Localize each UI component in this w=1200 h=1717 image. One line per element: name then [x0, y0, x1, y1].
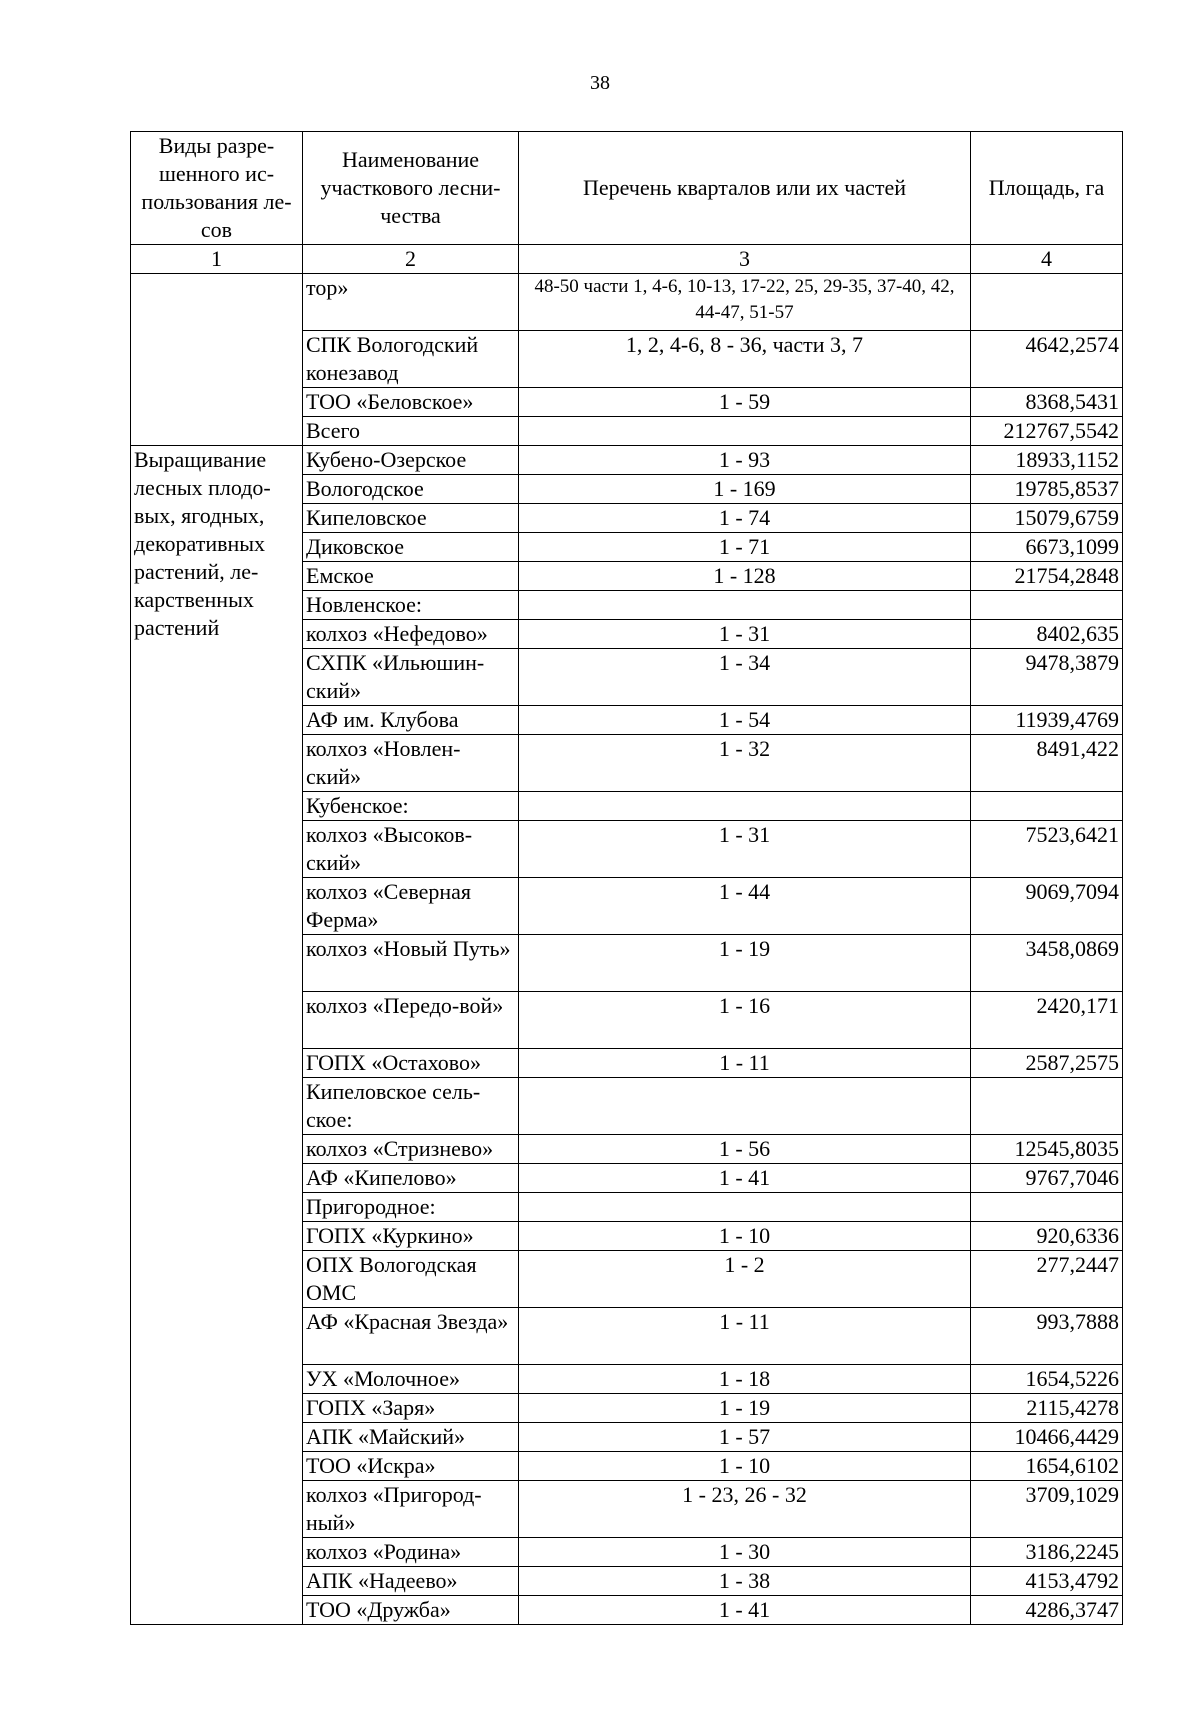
quarters-cell: 1 - 41 — [519, 1164, 971, 1193]
quarters-cell: 1 - 18 — [519, 1365, 971, 1394]
quarters-cell: 1 - 11 — [519, 1049, 971, 1078]
forestry-name-cell: колхоз «Передо-вой» — [303, 992, 519, 1049]
forestry-name-cell: колхоз «Новлен-ский» — [303, 735, 519, 792]
area-cell: 2420,171 — [971, 992, 1123, 1049]
area-cell: 8368,5431 — [971, 388, 1123, 417]
area-cell: 993,7888 — [971, 1308, 1123, 1365]
header-quarters: Перечень кварталов или их частей — [519, 132, 971, 245]
quarters-cell — [519, 1193, 971, 1222]
forestry-name-cell: колхоз «Пригород-ный» — [303, 1481, 519, 1538]
area-cell: 3458,0869 — [971, 935, 1123, 992]
quarters-cell: 1 - 19 — [519, 1394, 971, 1423]
forestry-name-cell: СХПК «Ильюшин-ский» — [303, 649, 519, 706]
forestry-name-cell: ГОПХ «Куркино» — [303, 1222, 519, 1251]
area-cell: 12545,8035 — [971, 1135, 1123, 1164]
area-cell: 4642,2574 — [971, 331, 1123, 388]
area-cell: 9767,7046 — [971, 1164, 1123, 1193]
header-use-type: Виды разре-шенного ис-пользования ле-сов — [131, 132, 303, 245]
area-cell: 212767,5542 — [971, 417, 1123, 446]
column-number: 2 — [303, 245, 519, 274]
quarters-cell: 1 - 93 — [519, 446, 971, 475]
forestry-name-cell: Всего — [303, 417, 519, 446]
area-cell: 10466,4429 — [971, 1423, 1123, 1452]
forestry-name-cell: Диковское — [303, 533, 519, 562]
quarters-cell — [519, 792, 971, 821]
forestry-name-cell: Новленское: — [303, 591, 519, 620]
forestry-name-cell: Кипеловское — [303, 504, 519, 533]
forestry-name-cell: колхоз «Родина» — [303, 1538, 519, 1567]
quarters-cell: 1 - 31 — [519, 821, 971, 878]
area-cell: 9069,7094 — [971, 878, 1123, 935]
column-number-row — [131, 245, 1123, 274]
area-cell: 7523,6421 — [971, 821, 1123, 878]
quarters-cell: 1 - 31 — [519, 620, 971, 649]
area-cell — [971, 274, 1123, 331]
area-cell: 920,6336 — [971, 1222, 1123, 1251]
forestry-name-cell: Кубенское: — [303, 792, 519, 821]
column-number: 1 — [131, 245, 303, 274]
quarters-cell: 1 - 169 — [519, 475, 971, 504]
forestry-name-cell: АПК «Майский» — [303, 1423, 519, 1452]
area-cell: 4286,3747 — [971, 1596, 1123, 1625]
area-cell — [971, 792, 1123, 821]
forestry-name-cell: тор» — [303, 274, 519, 331]
quarters-cell: 1 - 10 — [519, 1222, 971, 1251]
quarters-cell: 1 - 41 — [519, 1596, 971, 1625]
quarters-cell — [519, 591, 971, 620]
quarters-cell: 1 - 56 — [519, 1135, 971, 1164]
quarters-cell: 1 - 71 — [519, 533, 971, 562]
forestry-name-cell: АПК «Надеево» — [303, 1567, 519, 1596]
table-row — [131, 274, 1123, 331]
quarters-cell: 1 - 2 — [519, 1251, 971, 1308]
forestry-name-cell: АФ им. Клубова — [303, 706, 519, 735]
forestry-name-cell: колхоз «Стризнево» — [303, 1135, 519, 1164]
forestry-name-cell: АФ «Красная Звезда» — [303, 1308, 519, 1365]
quarters-cell: 48-50 части 1, 4-6, 10-13, 17-22, 25, 29-35, 37-40, 42, 44-47, 51-57 — [519, 274, 971, 331]
area-cell: 9478,3879 — [971, 649, 1123, 706]
forest-use-table — [130, 131, 1123, 1625]
quarters-cell: 1 - 54 — [519, 706, 971, 735]
table-header-row — [131, 132, 1123, 245]
quarters-cell: 1 - 44 — [519, 878, 971, 935]
forestry-name-cell: Кипеловское сель-ское: — [303, 1078, 519, 1135]
forestry-name-cell: колхоз «Новый Путь» — [303, 935, 519, 992]
forestry-name-cell: ОПХ Вологодская ОМС — [303, 1251, 519, 1308]
forestry-name-cell: СПК Вологодский конезавод — [303, 331, 519, 388]
forestry-name-cell: Вологодское — [303, 475, 519, 504]
area-cell: 4153,4792 — [971, 1567, 1123, 1596]
table-body — [131, 132, 1123, 1625]
table-row — [131, 446, 1123, 475]
forestry-name-cell: АФ «Кипелово» — [303, 1164, 519, 1193]
quarters-cell — [519, 417, 971, 446]
area-cell: 3709,1029 — [971, 1481, 1123, 1538]
area-cell — [971, 591, 1123, 620]
page-number: 38 — [590, 72, 610, 94]
forestry-name-cell: ГОПХ «Заря» — [303, 1394, 519, 1423]
forestry-name-cell: ТОО «Искра» — [303, 1452, 519, 1481]
quarters-cell — [519, 1078, 971, 1135]
area-cell: 8491,422 — [971, 735, 1123, 792]
header-forestry-name: Наименование участкового лесни-чества — [303, 132, 519, 245]
area-cell: 1654,6102 — [971, 1452, 1123, 1481]
area-cell: 21754,2848 — [971, 562, 1123, 591]
quarters-cell: 1 - 19 — [519, 935, 971, 992]
quarters-cell: 1 - 10 — [519, 1452, 971, 1481]
quarters-cell: 1 - 23, 26 - 32 — [519, 1481, 971, 1538]
quarters-cell: 1 - 34 — [519, 649, 971, 706]
use-type-cell: Выращивание лесных плодо-вых, ягодных, декоративных растений, ле-карственных растений — [131, 446, 303, 1625]
area-cell: 277,2447 — [971, 1251, 1123, 1308]
quarters-cell: 1 - 57 — [519, 1423, 971, 1452]
forestry-name-cell: колхоз «Северная Ферма» — [303, 878, 519, 935]
quarters-cell: 1 - 128 — [519, 562, 971, 591]
quarters-cell: 1 - 74 — [519, 504, 971, 533]
area-cell: 2587,2575 — [971, 1049, 1123, 1078]
area-cell: 3186,2245 — [971, 1538, 1123, 1567]
quarters-cell: 1 - 16 — [519, 992, 971, 1049]
forestry-name-cell: ТОО «Дружба» — [303, 1596, 519, 1625]
column-number: 4 — [971, 245, 1123, 274]
forestry-name-cell: Кубено-Озерское — [303, 446, 519, 475]
quarters-cell: 1 - 38 — [519, 1567, 971, 1596]
area-cell: 18933,1152 — [971, 446, 1123, 475]
column-number: 3 — [519, 245, 971, 274]
forestry-name-cell: колхоз «Нефедово» — [303, 620, 519, 649]
forestry-name-cell: ГОПХ «Остахово» — [303, 1049, 519, 1078]
area-cell: 6673,1099 — [971, 533, 1123, 562]
quarters-cell: 1 - 59 — [519, 388, 971, 417]
header-area: Площадь, га — [971, 132, 1123, 245]
quarters-cell: 1 - 32 — [519, 735, 971, 792]
area-cell: 8402,635 — [971, 620, 1123, 649]
forestry-name-cell: ТОО «Беловское» — [303, 388, 519, 417]
area-cell — [971, 1193, 1123, 1222]
area-cell — [971, 1078, 1123, 1135]
area-cell: 15079,6759 — [971, 504, 1123, 533]
area-cell: 19785,8537 — [971, 475, 1123, 504]
area-cell: 1654,5226 — [971, 1365, 1123, 1394]
forestry-name-cell: колхоз «Высоков-ский» — [303, 821, 519, 878]
quarters-cell: 1, 2, 4-6, 8 - 36, части 3, 7 — [519, 331, 971, 388]
forestry-name-cell: УХ «Молочное» — [303, 1365, 519, 1394]
use-type-cell — [131, 274, 303, 446]
forestry-name-cell: Емское — [303, 562, 519, 591]
area-cell: 11939,4769 — [971, 706, 1123, 735]
quarters-cell: 1 - 30 — [519, 1538, 971, 1567]
quarters-cell: 1 - 11 — [519, 1308, 971, 1365]
area-cell: 2115,4278 — [971, 1394, 1123, 1423]
forestry-name-cell: Пригородное: — [303, 1193, 519, 1222]
